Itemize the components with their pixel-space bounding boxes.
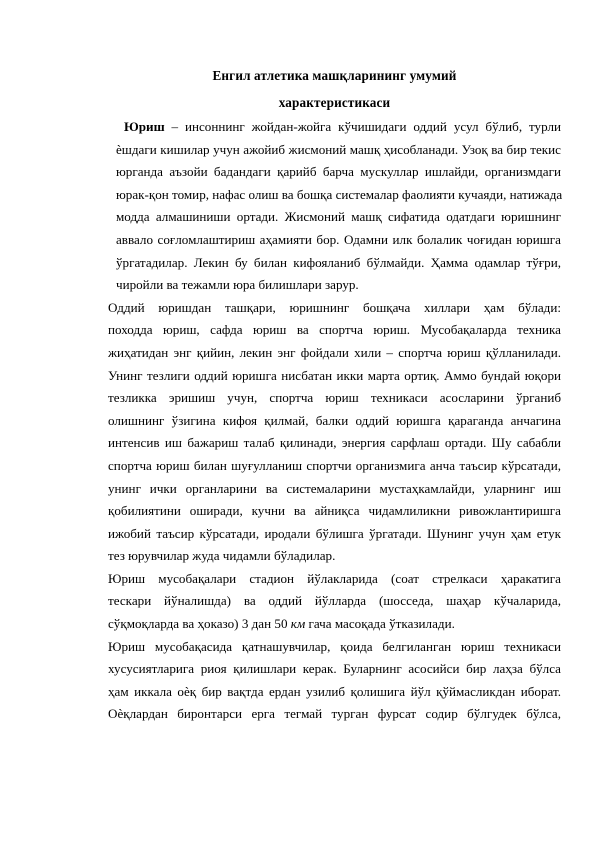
paragraph-line: Юриш мусобақасида қатнашувчилар, қоида белгиланган юриш техникаси <box>108 638 561 654</box>
paragraph-line: интенсив иш бажариш талаб қилинади, энергия сарфлаш ортади. Шу сабабли <box>108 435 561 451</box>
lead-term: Юриш <box>124 119 165 134</box>
document-content <box>108 62 561 726</box>
paragraph-line: аввало соғломлаштириш аҳамияти бор. Одамни илк болалик чоғидан юришга <box>116 231 561 247</box>
paragraph-line: хусусиятларига риоя қилишлари керак. Буларнинг асосийси бир лаҳза бўлса <box>108 661 561 677</box>
paragraph-rules <box>108 636 561 726</box>
paragraph-line: ҳам иккала оѐқ бир вақтда ердан узилиб қолишига йўл қўймасликдан иборат. <box>108 683 561 699</box>
document-title <box>108 62 561 116</box>
paragraph-line: жиҳатидан энг қийин, лекин энг фойдали хили – спортча юриш қўлланилади. <box>108 344 561 360</box>
paragraph-line: ижобий таъсир кўрсатади, иродали бўлишга ўргатади. Шунинг учун ҳам етук <box>108 525 561 541</box>
title-line-2: характеристикаси <box>278 95 391 110</box>
paragraph-line: олишнинг ўзигина кифоя қилмай, балки оддий юришга қараганда анчагина <box>108 412 561 428</box>
paragraph-line: чиройли ва тежамли юра билишлари зарур. <box>116 277 359 293</box>
paragraph-line: Унинг тезлиги оддий юришга нисбатан икки марта ортиқ. Аммо бундай юқори <box>108 367 561 383</box>
paragraph-line: ѐшдаги кишилар учун ажойиб жисмоний машқ ҳисобланади. Узоқ ва бир текис <box>116 141 561 157</box>
paragraph-line: тезликка эришиш учун, спортча юриш техникаси асосларини ўрганиб <box>108 390 561 406</box>
paragraph-line: модда алмашиниши ортади. Жисмоний машқ сифатида одатдаги юришнинг <box>116 209 561 225</box>
paragraph-competitions <box>108 568 561 636</box>
paragraph-line: спортча юриш билан шуғулланиш спортчи организмига анча таъсир кўрсатади, <box>108 457 561 473</box>
paragraph-line: тескари йўналишда) ва оддий йўлларда (шосседа, шаҳар кўчаларида, <box>108 593 561 609</box>
paragraph-walking-types <box>108 297 561 568</box>
paragraph-line: қобилиятини оширади, кучни ва айниқса чидамлиликни ривожлантиришга <box>108 503 561 519</box>
title-line-1: Енгил атлетика машқларининг умумий <box>212 68 457 83</box>
paragraph-line: ўргатадилар. Лекин бу билан кифояланиб бўлмайди. Ҳамма одамлар тўғри, <box>116 254 561 270</box>
paragraph-line: унинг ички органларини ва системаларини мустаҳкамлайди, уларнинг иш <box>108 480 561 496</box>
paragraph-line: Оѐқлардан биронтарси ерга тегмай турган фурсат содир бўлгудек бўлса, <box>108 706 561 722</box>
paragraph-line: юрганда аъзойи бадандаги қарийб барча мускуллар ишлайди, организмдаги <box>116 164 561 180</box>
paragraph-walking-intro <box>108 116 561 297</box>
paragraph-line: сўқмоқларда ва ҳоказо) 3 дан 50 км гача масоқада ўтказилади. <box>108 616 455 632</box>
paragraph-line: тез юрувчилар жуда чидамли бўладилар. <box>108 548 336 564</box>
paragraph-line: Оддий юришдан ташқари, юришнинг бошқача хиллари ҳам бўлади: <box>108 299 561 315</box>
unit-km: км <box>290 616 306 632</box>
paragraph-line: Юриш мусобақалари стадион йўлакларида (соат стрелкаси ҳаракатига <box>108 570 561 586</box>
paragraph-line: Юриш – инсоннинг жойдан-жойга кўчишидаги оддий усул бўлиб, турли <box>124 119 561 134</box>
paragraph-line: юрак-қон томир, нафас олиш ва бошқа системалар фаолияти кучаяди, натижада <box>116 186 563 202</box>
paragraph-line: походда юриш, сафда юриш ва спортча юриш. Мусобақаларда техника <box>108 322 561 338</box>
